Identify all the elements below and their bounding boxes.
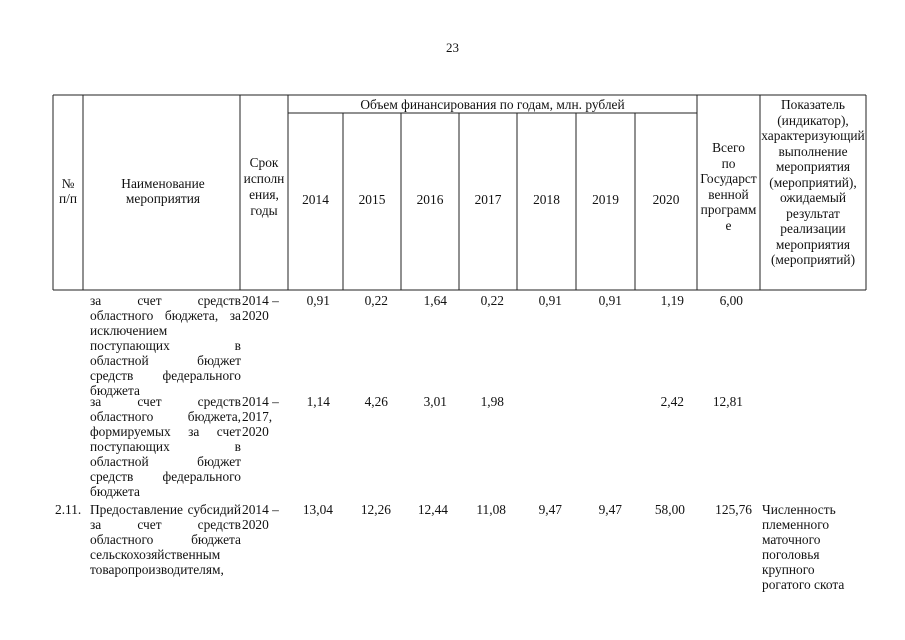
row-2-val-2016: 3,01 — [423, 394, 447, 409]
header-num-text: № п/п — [58, 176, 78, 206]
row-2-name: за счет средств областного бюджета, формируемых за счет поступающих в областной бюджет средств федерального бюджета — [90, 394, 241, 499]
header-year-2019: 2019 — [592, 192, 619, 207]
header-term — [241, 155, 287, 219]
row-1-val-2019: 0,91 — [598, 293, 622, 308]
row-3-total: 125,76 — [715, 502, 752, 517]
header-year-2016: 2016 — [416, 192, 444, 207]
row-1-val-2018: 0,91 — [538, 293, 562, 308]
row-2-total: 12,81 — [712, 394, 743, 409]
row-3-term: 2014 – 2020 — [242, 502, 279, 532]
row-2-val-2014: 1,14 — [306, 394, 330, 409]
header-term-text: Срок исполнения, годы — [243, 155, 285, 218]
row-1-total: 6,00 — [719, 293, 743, 308]
header-indicator — [761, 97, 865, 268]
header-year-2020: 2020 — [652, 192, 680, 207]
header-year-2018: 2018 — [533, 192, 560, 207]
row-3-val-2016: 12,44 — [417, 502, 448, 517]
row-3-val-2017: 11,08 — [476, 502, 506, 517]
row-1-val-2016: 1,64 — [423, 293, 447, 308]
header-year-2015: 2015 — [358, 192, 386, 207]
row-2-term: 2014 – 2017, 2020 — [242, 394, 279, 439]
row-1-val-2014: 0,91 — [306, 293, 330, 308]
row-3-val-2020: 58,00 — [654, 502, 685, 517]
row-2-val-2015: 4,26 — [364, 394, 388, 409]
row-1-name: за счет средств областного бюджета, за исключением поступающих в областной бюджет средств федерального бюджета — [90, 293, 241, 398]
row-3-num: 2.11. — [55, 502, 82, 517]
header-funding-group — [288, 97, 697, 112]
header-year-2017: 2017 — [474, 192, 502, 207]
row-3-indicator: Численность племенного маточного поголовья крупного рогатого скота — [762, 502, 845, 592]
header-indicator-text: Показатель (индикатор), характеризующий выполнение мероприятия (мероприятий), ожидаемый результат реализации мероприятия (мероприятий) — [761, 97, 865, 267]
row-1-val-2015: 0,22 — [364, 293, 388, 308]
row-3-val-2015: 12,26 — [360, 502, 391, 517]
row-2-val-2020: 2,42 — [660, 394, 684, 409]
header-year-2014: 2014 — [302, 192, 329, 207]
row-2-val-2017: 1,98 — [480, 394, 504, 409]
header-total — [699, 140, 758, 233]
row-1-term: 2014 – 2020 — [242, 293, 279, 323]
header-funding-group-text: Объем финансирования по годам, млн. рублей — [360, 97, 625, 112]
header-num — [53, 176, 83, 206]
header-total-text: Всего по Государственной программе — [700, 140, 757, 233]
row-3-name: Предоставление субсидий за счет средств областного бюджета сельскохозяйственным товаропроизводителям, — [90, 502, 241, 577]
row-1-val-2017: 0,22 — [480, 293, 504, 308]
header-name-text: Наименование мероприятия — [121, 176, 205, 206]
page-number: 23 — [446, 40, 459, 55]
row-1-val-2020: 1,19 — [660, 293, 684, 308]
row-3-val-2018: 9,47 — [538, 502, 562, 517]
row-3-val-2019: 9,47 — [598, 502, 622, 517]
row-3-val-2014: 13,04 — [302, 502, 333, 517]
header-name — [90, 176, 236, 206]
